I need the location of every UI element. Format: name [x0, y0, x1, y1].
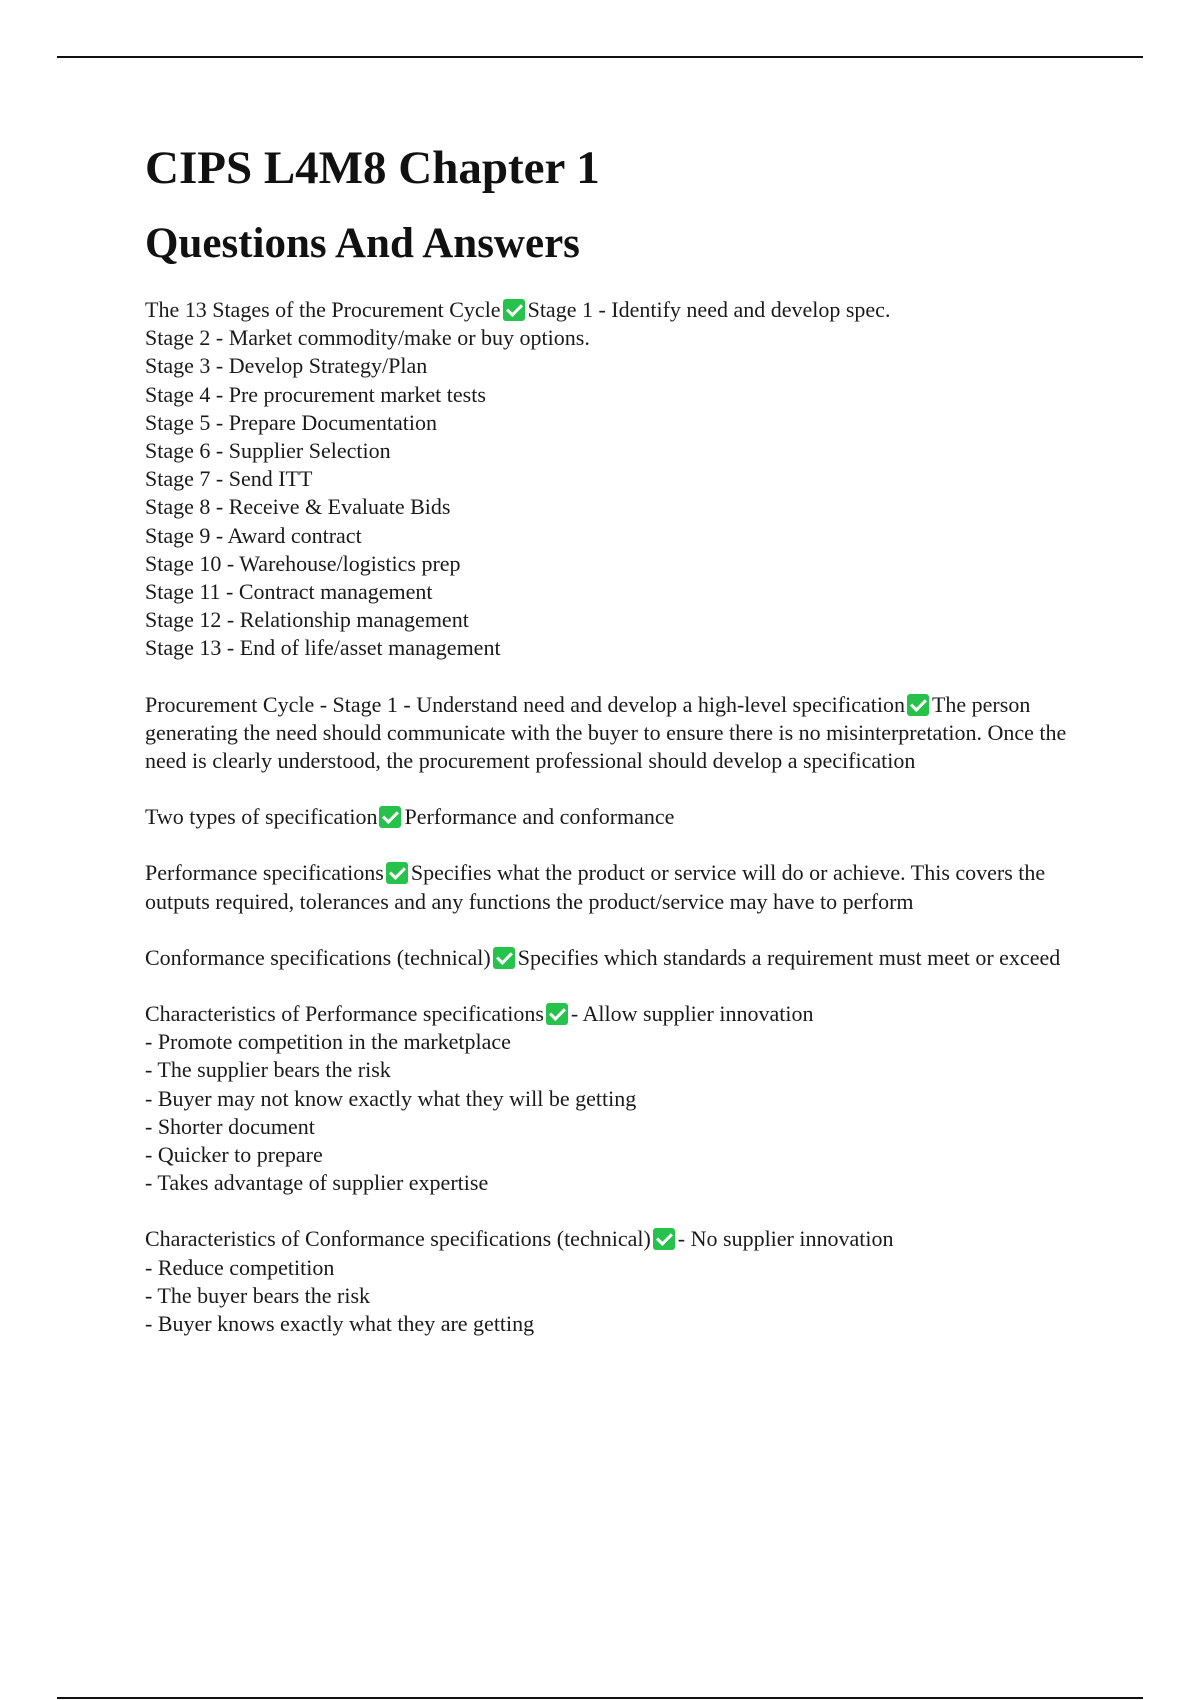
qa-question: Procurement Cycle - Stage 1 - Understand need and develop a high-level specification: [145, 691, 905, 717]
qa-question: The 13 Stages of the Procurement Cycle: [145, 296, 501, 322]
qa-answer: - No supplier innovation: [677, 1226, 894, 1252]
check-mark-icon: [493, 947, 515, 969]
qa-answer-line: Stage 12 - Relationship management: [145, 607, 469, 633]
qa-answer: Specifies what the product or service will do or achieve. This covers the outputs required, tolerances and any functions the product/service may have to perform: [145, 860, 1046, 914]
qa-item: [145, 944, 1085, 972]
check-mark-icon: [386, 862, 408, 884]
qa-first-line: [145, 1000, 1085, 1028]
qa-answer-line: Stage 4 - Pre procurement market tests: [145, 381, 486, 407]
qa-paragraph: [145, 859, 1085, 915]
qa-answer: Performance and conformance: [404, 804, 675, 830]
qa-question: Two types of specification: [145, 804, 378, 830]
qa-answer-line: - Reduce competition: [145, 1254, 335, 1280]
qa-answer-line: - Shorter document: [145, 1113, 315, 1139]
check-mark-icon: [653, 1228, 675, 1250]
qa-paragraph: [145, 803, 1085, 831]
qa-answer-line: Stage 11 - Contract management: [145, 579, 433, 605]
check-mark-icon: [379, 806, 401, 828]
document-body: [145, 140, 1085, 1366]
qa-item: [145, 1000, 1085, 1197]
qa-answer-line: Stage 3 - Develop Strategy/Plan: [145, 353, 428, 379]
qa-answer-line: - Buyer may not know exactly what they will be getting: [145, 1085, 637, 1111]
qa-answer-line: Stage 2 - Market commodity/make or buy options.: [145, 325, 590, 351]
bottom-divider: [57, 1697, 1143, 1699]
qa-paragraph: [145, 944, 1085, 972]
qa-answer-line: Stage 10 - Warehouse/logistics prep: [145, 550, 461, 576]
qa-answer: The person generating the need should communicate with the buyer to ensure there is no misinterpretation. Once the need is clearly understood, the procurement professional should develop a specification: [145, 691, 1067, 774]
qa-answer: - Allow supplier innovation: [570, 1001, 814, 1027]
qa-answer-line: Stage 6 - Supplier Selection: [145, 438, 391, 463]
qa-answer-line: - The supplier bears the risk: [145, 1057, 391, 1083]
qa-answer-line: - Buyer knows exactly what they are getting: [145, 1311, 535, 1337]
top-divider: [57, 56, 1143, 58]
qa-answer-line: - Promote competition in the marketplace: [145, 1029, 511, 1055]
check-mark-icon: [503, 299, 525, 321]
qa-answer-line: Stage 8 - Receive & Evaluate Bids: [145, 494, 451, 520]
qa-item: [145, 296, 1085, 663]
qa-answer: Stage 1 - Identify need and develop spec.: [527, 296, 891, 322]
qa-list: [145, 296, 1085, 1338]
qa-item: [145, 691, 1085, 776]
qa-question: Characteristics of Conformance specifications (technical): [145, 1226, 651, 1252]
qa-first-line: [145, 296, 1085, 324]
check-mark-icon: [907, 694, 929, 716]
qa-answer-line: - Quicker to prepare: [145, 1142, 323, 1168]
qa-question: Conformance specifications (technical): [145, 944, 491, 970]
qa-answer: Specifies which standards a requirement must meet or exceed: [517, 944, 1061, 970]
qa-paragraph: [145, 691, 1085, 776]
qa-answer-line: - The buyer bears the risk: [145, 1282, 371, 1308]
qa-item: [145, 859, 1085, 915]
qa-first-line: [145, 1225, 1085, 1253]
qa-answer-line: Stage 13 - End of life/asset management: [145, 635, 501, 661]
qa-item: [145, 1225, 1085, 1338]
qa-answer-line: Stage 7 - Send ITT: [145, 466, 313, 492]
document-subtitle: Questions And Answers: [145, 220, 580, 268]
qa-answer-line: Stage 9 - Award contract: [145, 522, 362, 548]
document-title: CIPS L4M8 Chapter 1: [145, 142, 600, 194]
qa-question: Characteristics of Performance specifications: [145, 1001, 544, 1027]
qa-item: [145, 803, 1085, 831]
qa-answer-line: - Takes advantage of supplier expertise: [145, 1170, 489, 1196]
qa-answer-line: Stage 5 - Prepare Documentation: [145, 409, 438, 435]
qa-question: Performance specifications: [145, 860, 384, 886]
check-mark-icon: [546, 1003, 568, 1025]
